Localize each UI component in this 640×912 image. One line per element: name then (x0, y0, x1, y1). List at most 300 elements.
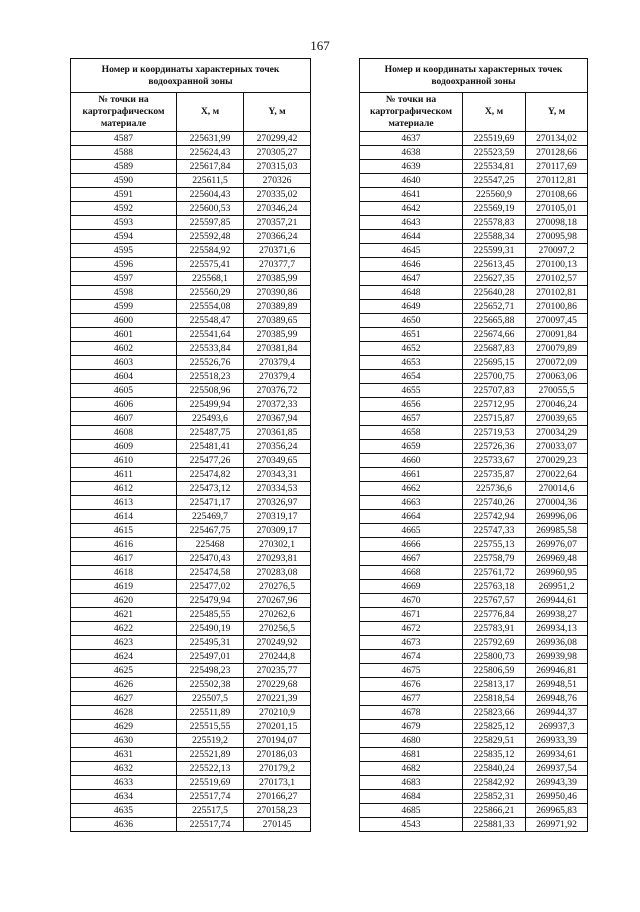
cell-x: 225617,84 (177, 160, 244, 174)
table-row (360, 524, 588, 538)
column-header-y: Y, м (244, 93, 311, 132)
cell-x: 225474,82 (177, 468, 244, 482)
cell-x: 225707,83 (463, 384, 526, 398)
cell-point-number: 4605 (71, 384, 177, 398)
cell-y: 270063,06 (526, 370, 588, 384)
cell-point-number: 4628 (71, 706, 177, 720)
table-row (360, 566, 588, 580)
cell-x: 225624,43 (177, 146, 244, 160)
cell-point-number: 4656 (360, 398, 463, 412)
cell-point-number: 4645 (360, 244, 463, 258)
table-row (360, 426, 588, 440)
cell-y: 270046,24 (526, 398, 588, 412)
cell-y: 270389,89 (244, 300, 311, 314)
cell-x: 225763,18 (463, 580, 526, 594)
cell-x: 225761,72 (463, 566, 526, 580)
cell-point-number: 4589 (71, 160, 177, 174)
cell-point-number: 4587 (71, 132, 177, 146)
cell-point-number: 4642 (360, 202, 463, 216)
cell-x: 225726,36 (463, 440, 526, 454)
cell-x: 225495,31 (177, 636, 244, 650)
cell-x: 225674,66 (463, 328, 526, 342)
cell-x: 225479,94 (177, 594, 244, 608)
cell-y: 270117,69 (526, 160, 588, 174)
table-row (360, 370, 588, 384)
cell-x: 225521,89 (177, 748, 244, 762)
table-title: Номер и координаты характерных точек водоохранной зоны (71, 59, 311, 93)
table-row (360, 454, 588, 468)
cell-x: 225740,26 (463, 496, 526, 510)
cell-y: 270326,97 (244, 496, 311, 510)
table-row (71, 356, 311, 370)
cell-point-number: 4626 (71, 678, 177, 692)
cell-x: 225592,48 (177, 230, 244, 244)
cell-x: 225742,94 (463, 510, 526, 524)
cell-x: 225842,92 (463, 776, 526, 790)
cell-point-number: 4678 (360, 706, 463, 720)
cell-point-number: 4620 (71, 594, 177, 608)
cell-point-number: 4603 (71, 356, 177, 370)
table-row (71, 370, 311, 384)
table-body (71, 132, 311, 832)
cell-x: 225736,6 (463, 482, 526, 496)
table-row (71, 244, 311, 258)
cell-point-number: 4604 (71, 370, 177, 384)
table-row (360, 594, 588, 608)
table-row (360, 608, 588, 622)
table-row (71, 804, 311, 818)
table-row (71, 706, 311, 720)
table-row (360, 132, 588, 146)
table-row (71, 762, 311, 776)
table-row (360, 762, 588, 776)
cell-x: 225468 (177, 538, 244, 552)
cell-y: 270079,89 (526, 342, 588, 356)
cell-x: 225474,58 (177, 566, 244, 580)
cell-y: 269969,48 (526, 552, 588, 566)
cell-point-number: 4665 (360, 524, 463, 538)
cell-x: 225665,88 (463, 314, 526, 328)
column-header-y: Y, м (526, 93, 588, 132)
table-row (71, 692, 311, 706)
cell-point-number: 4596 (71, 258, 177, 272)
cell-x: 225578,83 (463, 216, 526, 230)
cell-x: 225640,28 (463, 286, 526, 300)
cell-x: 225712,95 (463, 398, 526, 412)
cell-y: 270293,81 (244, 552, 311, 566)
cell-x: 225534,81 (463, 160, 526, 174)
cell-x: 225600,53 (177, 202, 244, 216)
cell-y: 270389,65 (244, 314, 311, 328)
table-row (360, 636, 588, 650)
cell-y: 270390,86 (244, 286, 311, 300)
cell-y: 270377,7 (244, 258, 311, 272)
cell-point-number: 4636 (71, 818, 177, 832)
cell-x: 225519,69 (177, 776, 244, 790)
cell-x: 225517,74 (177, 818, 244, 832)
table-row (71, 720, 311, 734)
cell-point-number: 4611 (71, 468, 177, 482)
cell-y: 270256,5 (244, 622, 311, 636)
cell-x: 225487,75 (177, 426, 244, 440)
cell-x: 225719,53 (463, 426, 526, 440)
cell-point-number: 4606 (71, 398, 177, 412)
cell-point-number: 4650 (360, 314, 463, 328)
table-row (71, 538, 311, 552)
cell-point-number: 4679 (360, 720, 463, 734)
cell-x: 225533,84 (177, 342, 244, 356)
cell-x: 225695,15 (463, 356, 526, 370)
cell-point-number: 4641 (360, 188, 463, 202)
cell-point-number: 4622 (71, 622, 177, 636)
cell-point-number: 4663 (360, 496, 463, 510)
cell-point-number: 4609 (71, 440, 177, 454)
cell-x: 225813,17 (463, 678, 526, 692)
cell-x: 225613,45 (463, 258, 526, 272)
table-row (360, 216, 588, 230)
cell-y: 270108,66 (526, 188, 588, 202)
cell-point-number: 4629 (71, 720, 177, 734)
cell-point-number: 4677 (360, 692, 463, 706)
cell-x: 225881,33 (463, 818, 526, 832)
cell-y: 270381,84 (244, 342, 311, 356)
cell-y: 270034,29 (526, 426, 588, 440)
cell-y: 269948,51 (526, 678, 588, 692)
table-row (360, 496, 588, 510)
table-row (71, 678, 311, 692)
cell-y: 270276,5 (244, 580, 311, 594)
cell-x: 225523,59 (463, 146, 526, 160)
cell-point-number: 4684 (360, 790, 463, 804)
cell-point-number: 4680 (360, 734, 463, 748)
table-row (360, 174, 588, 188)
cell-y: 270100,13 (526, 258, 588, 272)
table-row (71, 314, 311, 328)
table-row (71, 566, 311, 580)
cell-y: 269934,61 (526, 748, 588, 762)
cell-point-number: 4669 (360, 580, 463, 594)
coordinates-table-left (70, 58, 311, 832)
table-row (71, 594, 311, 608)
cell-y: 269936,08 (526, 636, 588, 650)
cell-x: 225783,91 (463, 622, 526, 636)
cell-x: 225554,08 (177, 300, 244, 314)
cell-point-number: 4599 (71, 300, 177, 314)
table-row (71, 580, 311, 594)
table-row (71, 608, 311, 622)
table-row (71, 188, 311, 202)
table-row (71, 818, 311, 832)
cell-y: 270361,85 (244, 426, 311, 440)
cell-point-number: 4634 (71, 790, 177, 804)
cell-x: 225575,41 (177, 258, 244, 272)
table-row (71, 300, 311, 314)
cell-y: 270357,21 (244, 216, 311, 230)
table-row (360, 706, 588, 720)
cell-point-number: 4607 (71, 412, 177, 426)
table-row (360, 160, 588, 174)
cell-x: 225829,51 (463, 734, 526, 748)
cell-x: 225490,19 (177, 622, 244, 636)
table-row (71, 524, 311, 538)
cell-y: 270343,31 (244, 468, 311, 482)
cell-point-number: 4597 (71, 272, 177, 286)
cell-y: 270102,57 (526, 272, 588, 286)
cell-point-number: 4595 (71, 244, 177, 258)
cell-x: 225526,76 (177, 356, 244, 370)
table-row (360, 468, 588, 482)
table-row (71, 650, 311, 664)
table-row (71, 328, 311, 342)
cell-point-number: 4664 (360, 510, 463, 524)
table-row (360, 412, 588, 426)
cell-y: 270186,03 (244, 748, 311, 762)
cell-y: 270385,99 (244, 272, 311, 286)
cell-point-number: 4630 (71, 734, 177, 748)
cell-y: 270098,18 (526, 216, 588, 230)
cell-y: 270033,07 (526, 440, 588, 454)
cell-point-number: 4667 (360, 552, 463, 566)
cell-y: 270004,36 (526, 496, 588, 510)
cell-x: 225825,12 (463, 720, 526, 734)
cell-y: 270244,8 (244, 650, 311, 664)
cell-x: 225852,31 (463, 790, 526, 804)
cell-y: 269939,98 (526, 650, 588, 664)
cell-point-number: 4625 (71, 664, 177, 678)
cell-x: 225497,01 (177, 650, 244, 664)
cell-y: 270334,53 (244, 482, 311, 496)
cell-x: 225507,5 (177, 692, 244, 706)
cell-point-number: 4654 (360, 370, 463, 384)
table-row (71, 468, 311, 482)
cell-x: 225735,87 (463, 468, 526, 482)
cell-y: 270356,24 (244, 440, 311, 454)
table-row (360, 202, 588, 216)
cell-y: 269944,61 (526, 594, 588, 608)
cell-x: 225502,38 (177, 678, 244, 692)
table-row (71, 258, 311, 272)
cell-y: 269965,83 (526, 804, 588, 818)
cell-point-number: 4682 (360, 762, 463, 776)
cell-x: 225499,94 (177, 398, 244, 412)
cell-point-number: 4668 (360, 566, 463, 580)
column-header-x: X, м (177, 93, 244, 132)
cell-y: 269934,13 (526, 622, 588, 636)
cell-y: 270305,27 (244, 146, 311, 160)
cell-x: 225471,17 (177, 496, 244, 510)
cell-x: 225508,96 (177, 384, 244, 398)
cell-y: 270302,1 (244, 538, 311, 552)
cell-point-number: 4594 (71, 230, 177, 244)
cell-point-number: 4639 (360, 160, 463, 174)
cell-x: 225700,75 (463, 370, 526, 384)
table-row (360, 650, 588, 664)
table-row (360, 552, 588, 566)
cell-x: 225792,69 (463, 636, 526, 650)
table-row (360, 272, 588, 286)
cell-y: 270100,86 (526, 300, 588, 314)
cell-y: 270210,9 (244, 706, 311, 720)
cell-point-number: 4648 (360, 286, 463, 300)
cell-point-number: 4633 (71, 776, 177, 790)
cell-y: 269943,39 (526, 776, 588, 790)
cell-point-number: 4590 (71, 174, 177, 188)
cell-y: 270319,17 (244, 510, 311, 524)
column-header-x: X, м (463, 93, 526, 132)
page-number: 167 (310, 38, 330, 53)
cell-x: 225470,43 (177, 552, 244, 566)
table-row (71, 636, 311, 650)
table-row (360, 748, 588, 762)
cell-y: 270346,24 (244, 202, 311, 216)
cell-y: 270201,15 (244, 720, 311, 734)
cell-y: 270267,96 (244, 594, 311, 608)
cell-y: 269937,54 (526, 762, 588, 776)
table-row (360, 818, 588, 832)
cell-point-number: 4614 (71, 510, 177, 524)
cell-point-number: 4638 (360, 146, 463, 160)
cell-y: 270366,24 (244, 230, 311, 244)
table-row (360, 300, 588, 314)
cell-point-number: 4647 (360, 272, 463, 286)
table-row (71, 132, 311, 146)
cell-y: 270283,08 (244, 566, 311, 580)
cell-point-number: 4543 (360, 818, 463, 832)
table-row (71, 384, 311, 398)
cell-point-number: 4676 (360, 678, 463, 692)
table-row (360, 678, 588, 692)
cell-point-number: 4637 (360, 132, 463, 146)
cell-x: 225477,02 (177, 580, 244, 594)
cell-y: 270235,77 (244, 664, 311, 678)
cell-point-number: 4591 (71, 188, 177, 202)
cell-point-number: 4643 (360, 216, 463, 230)
table-row (71, 454, 311, 468)
cell-x: 225569,19 (463, 202, 526, 216)
table-row (71, 398, 311, 412)
cell-point-number: 4674 (360, 650, 463, 664)
table-row (71, 482, 311, 496)
cell-y: 270315,03 (244, 160, 311, 174)
cell-x: 225866,21 (463, 804, 526, 818)
cell-x: 225469,7 (177, 510, 244, 524)
cell-point-number: 4616 (71, 538, 177, 552)
cell-y: 270335,02 (244, 188, 311, 202)
cell-y: 269946,81 (526, 664, 588, 678)
cell-point-number: 4653 (360, 356, 463, 370)
cell-x: 225806,59 (463, 664, 526, 678)
cell-y: 270014,6 (526, 482, 588, 496)
cell-x: 225840,24 (463, 762, 526, 776)
cell-x: 225560,9 (463, 188, 526, 202)
cell-y: 270029,23 (526, 454, 588, 468)
table-row (71, 216, 311, 230)
table-row (360, 622, 588, 636)
cell-point-number: 4657 (360, 412, 463, 426)
cell-x: 225548,47 (177, 314, 244, 328)
table-row (71, 160, 311, 174)
table-row (360, 230, 588, 244)
table-row (360, 692, 588, 706)
table-title: Номер и координаты характерных точек водоохранной зоны (360, 59, 588, 93)
table-row (360, 314, 588, 328)
cell-x: 225611,5 (177, 174, 244, 188)
cell-y: 270158,23 (244, 804, 311, 818)
cell-point-number: 4619 (71, 580, 177, 594)
cell-point-number: 4681 (360, 748, 463, 762)
cell-point-number: 4649 (360, 300, 463, 314)
cell-point-number: 4588 (71, 146, 177, 160)
cell-y: 270221,39 (244, 692, 311, 706)
cell-point-number: 4632 (71, 762, 177, 776)
cell-x: 225588,34 (463, 230, 526, 244)
cell-x: 225515,55 (177, 720, 244, 734)
cell-x: 225800,73 (463, 650, 526, 664)
table-row (71, 440, 311, 454)
table-row (360, 356, 588, 370)
table-row (71, 174, 311, 188)
cell-point-number: 4610 (71, 454, 177, 468)
cell-x: 225517,74 (177, 790, 244, 804)
cell-point-number: 4621 (71, 608, 177, 622)
cell-x: 225485,55 (177, 608, 244, 622)
cell-y: 270072,09 (526, 356, 588, 370)
cell-x: 225467,75 (177, 524, 244, 538)
cell-point-number: 4635 (71, 804, 177, 818)
cell-y: 270112,81 (526, 174, 588, 188)
cell-x: 225758,79 (463, 552, 526, 566)
cell-x: 225627,35 (463, 272, 526, 286)
table-row (360, 342, 588, 356)
cell-y: 270105,01 (526, 202, 588, 216)
table-row (360, 580, 588, 594)
cell-point-number: 4617 (71, 552, 177, 566)
coordinates-table-right (359, 58, 588, 832)
cell-x: 225823,66 (463, 706, 526, 720)
table-row (360, 720, 588, 734)
cell-point-number: 4602 (71, 342, 177, 356)
cell-y: 270179,2 (244, 762, 311, 776)
cell-x: 225631,99 (177, 132, 244, 146)
table-row (360, 776, 588, 790)
cell-x: 225477,26 (177, 454, 244, 468)
table-row (71, 790, 311, 804)
table-row (360, 244, 588, 258)
cell-y: 270102,81 (526, 286, 588, 300)
cell-x: 225776,84 (463, 608, 526, 622)
cell-point-number: 4601 (71, 328, 177, 342)
table-row (71, 776, 311, 790)
cell-y: 270194,07 (244, 734, 311, 748)
cell-point-number: 4598 (71, 286, 177, 300)
table-row (360, 188, 588, 202)
table-row (360, 398, 588, 412)
cell-point-number: 4670 (360, 594, 463, 608)
cell-point-number: 4600 (71, 314, 177, 328)
table-row (360, 510, 588, 524)
cell-x: 225835,12 (463, 748, 526, 762)
table-row (71, 146, 311, 160)
cell-y: 269951,2 (526, 580, 588, 594)
cell-x: 225767,57 (463, 594, 526, 608)
table-row (360, 440, 588, 454)
cell-y: 269948,76 (526, 692, 588, 706)
table-row (71, 272, 311, 286)
cell-y: 270134,02 (526, 132, 588, 146)
table-body (360, 132, 588, 832)
cell-y: 270022,64 (526, 468, 588, 482)
cell-point-number: 4652 (360, 342, 463, 356)
